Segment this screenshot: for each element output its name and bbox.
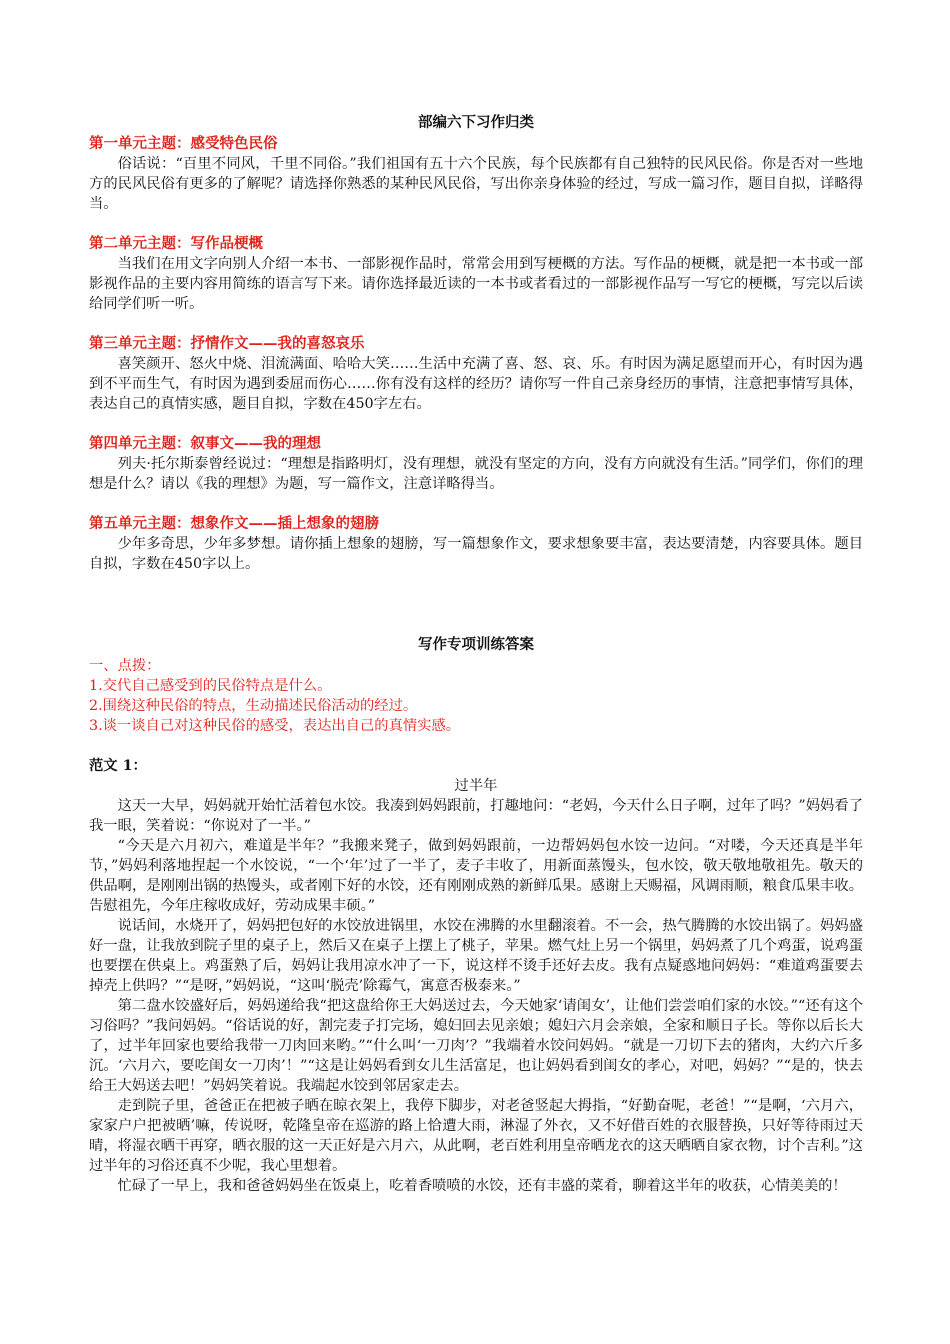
essay-paragraph: 走到院子里，爸爸正在把被子晒在晾衣架上，我停下脚步，对老爸竖起大拇指，“好勤奋呢，老爸！”“是啊，‘六月六，家家户户把被晒’嘛，传说呀，乾隆皇帝在巡游的路上恰遭大雨，淋湿了外衣，又不好借百姓的衣服替换，只好等待雨过天晴，将湿衣晒干再穿，晒衣服的这一天正好是六月六，从此啊，老百姓利用皇帝晒龙衣的这天晒晒自家衣物，讨个吉利。”这过半年的习俗还真不少呢，我心里想着。 [89,1098,863,1174]
unit-prompt: 列夫·托尔斯泰曾经说过：“理想是指路明灯，没有理想，就没有坚定的方向，没有方向就没有生活。”同学们，你们的理想是什么？请以《我的理想》为题，写一篇作文，注意详略得当。 [89,456,863,492]
document-title: 部编六下习作归类 [418,114,534,131]
tip-item: 3.谈一谈自己对这种民俗的感受，表达出自己的真情实感。 [89,718,461,734]
unit-3 [89,334,863,414]
unit-5 [89,514,863,574]
essay-paragraph: 忙碌了一早上，我和爸爸妈妈坐在饭桌上，吃着香喷喷的水饺，还有丰盛的菜肴，聊着这半年的收获，心情美美的！ [117,1178,847,1194]
unit-2 [89,234,863,314]
essay-paragraph: “今天是六月初六，难道是半年？”我搬来凳子，做到妈妈跟前，一边帮妈妈包水饺一边问。“对喽，今天还真是半年节，”妈妈利落地捏起一个水饺说，“一个‘年’过了一半了，麦子丰收了，用新面蒸馒头，包水饺，敬天敬地敬祖先。敬天的供品啊，是刚刚出锅的热馒头，或者刚下好的水饺，还有刚刚成熟的新鲜瓜果。感谢上天赐福，风调雨顺，粮食瓜果丰收。告慰祖先，今年庄稼收成好，劳动成果丰硕。” [89,838,863,914]
unit-prompt: 少年多奇思，少年多梦想。请你插上想象的翅膀，写一篇想象作文，要求想象要丰富，表达要清楚，内容要具体。题目自拟，字数在450字以上。 [89,536,863,572]
unit-prompt: 当我们在用文字向别人介绍一本书、一部影视作品时，常常会用到写梗概的方法。写作品的梗概，就是把一本书或一部影视作品的主要内容用简练的语言写下来。请你选择最近读的一本书或者看过的一部影视作品写一写它的梗概，写完以后读给同学们听一听。 [89,256,863,312]
unit-heading: 第一单元主题：感受特色民俗 [89,135,278,152]
unit-heading: 第三单元主题：抒情作文——我的喜怒哀乐 [89,335,365,352]
unit-4 [89,434,863,494]
tip-item: 1.交代自己感受到的民俗特点是什么。 [89,678,332,694]
unit-heading: 第二单元主题：写作品梗概 [89,235,263,252]
essay-paragraph: 这天一大早，妈妈就开始忙活着包水饺。我凑到妈妈跟前，打趣地问：“老妈，今天什么日子啊，过年了吗？”妈妈看了我一眼，笑着说：“你说对了一半。” [89,798,863,834]
unit-heading: 第四单元主题：叙事文——我的理想 [89,435,321,452]
essay-title: 过半年 [454,778,498,794]
unit-prompt: 喜笑颜开、怒火中烧、泪流满面、哈哈大笑……生活中充满了喜、怒、哀、乐。有时因为满足愿望而开心，有时因为遇到不平而生气，有时因为遇到委屈而伤心……你有没有这样的经历？请你写一件自己亲身经历的事情，注意把事情写具体，表达自己的真情实感，题目自拟，字数在450字左右。 [89,356,863,412]
essay-paragraph: 第二盘水饺盛好后，妈妈递给我“把这盘给你王大妈送过去，今天她家‘请闺女’，让他们尝尝咱们家的水饺。”“还有这个习俗吗？”我问妈妈。“俗话说的好，割完麦子打完场，媳妇回去见亲娘；媳妇六月会亲娘，全家和顺日子长。等你以后长大了，过半年回家也要给我带一刀肉回来哟。”“什么叫‘一刀肉’？”我端着水饺问妈妈。“就是一刀切下去的猪肉，大约六斤多沉。‘六月六，要吃闺女一刀肉’！”“这是让妈妈看到女儿生活富足，也让妈妈看到闺女的孝心，对吧，妈妈？”“是的，快去给王大妈送去吧！”妈妈笑着说。我端起水饺到邻居家走去。 [89,998,863,1094]
tips-label: 一、点拨： [89,658,161,674]
essay-paragraph: 说话间，水烧开了，妈妈把包好的水饺放进锅里，水饺在沸腾的水里翻滚着。不一会，热气腾腾的水饺出锅了。妈妈盛好一盘，让我放到院子里的桌子上，然后又在桌子上摆上了桃子，苹果。燃气灶上另一个锅里，妈妈煮了几个鸡蛋，说鸡蛋也要摆在供桌上。鸡蛋熟了后，妈妈让我用凉水冲了一下，说这样不烫手还好去皮。我有点疑惑地问妈妈：“难道鸡蛋要去掉壳上供吗？”“是呀，”妈妈说，“这叫‘脱壳’除霉气，寓意否极泰来。” [89,918,863,994]
unit-heading: 第五单元主题：想象作文——插上想象的翅膀 [89,515,379,532]
unit-prompt: 俗话说：“百里不同风，千里不同俗。”我们祖国有五十六个民族，每个民族都有自己独特的民风民俗。你是否对一些地方的民风民俗有更多的了解呢？请选择你熟悉的某种民风民俗，写出你亲身体验的经过，写成一篇习作，题目自拟，详略得当。 [89,156,863,212]
document-page [89,112,863,1196]
tip-item: 2.围绕这种民俗的特点，生动描述民俗活动的经过。 [89,698,418,714]
answers-title: 写作专项训练答案 [418,636,534,653]
unit-1 [89,134,863,214]
example-label: 范文 1： [89,758,147,774]
